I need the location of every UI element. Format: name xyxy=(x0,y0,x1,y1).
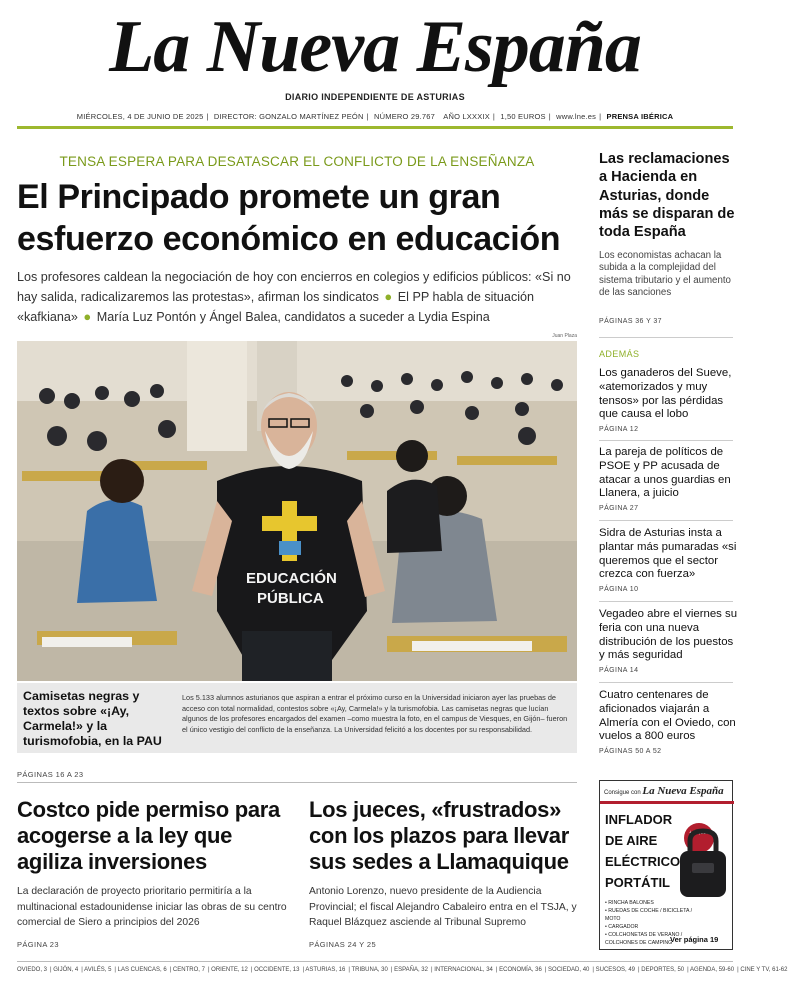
index-item[interactable]: LAS CUENCAS, 6 xyxy=(117,967,167,973)
brief-divider xyxy=(599,440,733,441)
lead-summary-part-3: María Luz Pontón y Ángel Balea, candidatos a suceder a Lydia Espina xyxy=(96,310,490,324)
issue-price: 1,50 EUROS xyxy=(500,112,546,121)
brief-page: PÁGINA 14 xyxy=(599,667,639,675)
sidebar-headline[interactable]: Las reclamaciones a Hacienda en Asturias, donde más se disparan de toda España xyxy=(599,151,735,241)
section-divider xyxy=(17,782,577,783)
ad-band xyxy=(600,801,734,804)
index-item[interactable]: SOCIEDAD, 40 xyxy=(548,967,590,973)
story-judges-headline[interactable]: Los jueces, «frustrados» con los plazos para llevar sus sedes a Llamaquique xyxy=(309,797,569,874)
story-judges-pages[interactable]: PÁGINAS 24 Y 25 xyxy=(309,940,377,949)
sidebar-summary: Los economistas achacan la subida a la complejidad del sistema tributario y el aumento de las sanciones xyxy=(599,250,731,298)
section-index: OVIEDO, 3 | GIJÓN, 4 | AVILÉS, 5 | LAS CUENCAS, 6 | CENTRO, 7 | ORIENTE, 12 | OCCIDENTE, 13 | ASTURIAS, 16 | TRIBUNA, 30 | ESPAÑA, 32 | INTERNACIONAL, 34 | ECONOMÍA, 36 | SOCIEDAD, 40 | SUCESOS, 49 | DEPORTES, 50 | AGENDA, 59-60 | CINE Y TV, 61-62 xyxy=(17,967,788,973)
photo-credit: Juan Plaza xyxy=(552,333,577,339)
masthead-divider xyxy=(17,126,733,129)
brief-title: La pareja de políticos de PSOE y PP acusada de atacar a unos guardias en Llanera, a juicio xyxy=(599,446,731,500)
brief-title: Los ganaderos del Sueve, «atemorizados y muy tensos» por las pérdidas que causa el lobo xyxy=(599,367,732,421)
index-item[interactable]: OCCIDENTE, 13 xyxy=(254,967,300,973)
shirt-text-1: EDUCACIÓN xyxy=(246,570,337,587)
brief-item[interactable] xyxy=(599,608,739,674)
ad-price-badge: + 24,95€ xyxy=(684,823,714,853)
index-item[interactable]: SUCESOS, 49 xyxy=(595,967,635,973)
ad-line-4: PORTÁTIL xyxy=(605,875,670,890)
sidebar-pages[interactable]: PÁGINAS 36 Y 37 xyxy=(599,318,662,325)
index-item[interactable]: ASTURIAS, 16 xyxy=(305,967,346,973)
brief-item[interactable] xyxy=(599,527,739,593)
index-item[interactable]: ECONOMÍA, 36 xyxy=(499,967,542,973)
ad-feature: • CARGADOR xyxy=(605,924,639,930)
sidebar-divider xyxy=(599,337,733,338)
ad-feature: • RINCHA BALONES xyxy=(605,900,654,906)
story-judges-body: Antonio Lorenzo, nuevo presidente de la Audiencia Provincial; el fiscal Alejandro Cabaleiro entra en el TSJA, y Raquel Blázquez asciende al Tribunal Supremo xyxy=(309,886,577,928)
ad-line-2: DE AIRE xyxy=(605,833,658,848)
index-item[interactable]: AVILÉS, 5 xyxy=(84,967,112,973)
brief-item[interactable] xyxy=(599,446,739,512)
index-item[interactable]: OVIEDO, 3 xyxy=(17,967,48,973)
brief-page: PÁGINA 12 xyxy=(599,426,639,434)
index-item[interactable]: TRIBUNA, 30 xyxy=(351,967,388,973)
masthead xyxy=(0,0,750,135)
brief-divider xyxy=(599,601,733,602)
ad-line-3: ELÉCTRICO xyxy=(605,854,681,869)
brief-item[interactable] xyxy=(599,367,739,433)
lead-summary xyxy=(17,268,582,327)
ad-line-1: INFLADOR xyxy=(605,812,673,827)
brief-divider xyxy=(599,520,733,521)
ad-feature: • COLCHONETAS DE VERANO / COLCHONES DE CAMPING xyxy=(605,932,683,946)
issue-date: MIÉRCOLES, 4 DE JUNIO DE 2025 xyxy=(76,112,204,121)
publisher-group: PRENSA IBÉRICA xyxy=(606,112,674,121)
brief-title: Sidra de Asturias insta a plantar más pumaradas «si queremos que el sector crezca con fuerza» xyxy=(599,527,737,581)
index-item[interactable]: INTERNACIONAL, 34 xyxy=(434,967,493,973)
lead-kicker: TENSA ESPERA PARA DESATASCAR EL CONFLICTO DE LA ENSEÑANZA xyxy=(59,154,535,169)
ademas-label: ADEMÁS xyxy=(599,349,640,359)
exam-hall-photo xyxy=(17,341,577,681)
issue-number: NÚMERO 29.767 xyxy=(374,112,435,121)
ad-brand: La Nueva España xyxy=(642,785,724,797)
brief-item[interactable] xyxy=(599,689,739,755)
shirt-text-2: PÚBLICA xyxy=(257,590,324,607)
index-item[interactable]: AGENDA, 59-60 xyxy=(690,967,735,973)
brief-page: PÁGINA 27 xyxy=(599,505,639,513)
index-item[interactable]: CINE Y TV, 61-62 xyxy=(740,967,788,973)
dateline: MIÉRCOLES, 4 DE JUNIO DE 2025 | DIRECTOR: GONZALO MARTÍNEZ PEÓN | NÚMERO 29.767 AÑO LXXXIX | 1,50 EUROS | www.lne.es | PRENSA IBÉRICA xyxy=(76,112,674,121)
ad-feature: • RUEDAS DE COCHE / BICICLETA / MOTO xyxy=(605,908,693,922)
bullet-icon: ● xyxy=(384,289,393,304)
story-costco-body: La declaración de proyecto prioritario permitiría a la multinacional estadounidense iniciar las obras de su centro comercial de Siero a principios del 2026 xyxy=(17,886,287,928)
newspaper-title: La Nueva España xyxy=(109,6,641,88)
ad-top-text: Consigue con xyxy=(604,790,641,796)
ad-header xyxy=(604,785,730,797)
story-costco-pages[interactable]: PÁGINA 23 xyxy=(17,940,59,949)
ad-see-more[interactable]: Ver página 19 xyxy=(670,935,719,944)
promo-ad[interactable] xyxy=(599,780,733,950)
caption-text: Los 5.133 alumnos asturianos que aspiran a entrar el próximo curso en la Universidad iniciaron ayer las pruebas de acceso con total normalidad, contestos sobre «¡Ay, Carmela!» y la turismofobia. Las camisetas negras que lucían algunos de los profesores encargados del examen –como muestra la foto, en el campus de Viesques, en Gijón– fueron el único vestigio del conflicto de la enseñanza. La Universidad felicitó a los docentes por su responsabilidad. xyxy=(182,693,568,734)
issue-year: AÑO LXXXIX xyxy=(443,112,490,121)
brief-divider xyxy=(599,682,733,683)
index-item[interactable]: GIJÓN, 4 xyxy=(53,967,79,973)
brief-title: Cuatro centenares de aficionados viajarán a Almería con el Oviedo, con vuelos a 800 euros xyxy=(599,689,736,743)
index-item[interactable]: CENTRO, 7 xyxy=(172,967,205,973)
brief-page: PÁGINAS 50 A 52 xyxy=(599,748,662,756)
lead-summary-part-1: Los profesores caldean la negociación de hoy con encierros en colegios y edificios públicos: «Si no hay salida, radicalizaremos las protestas», afirman los sindicatos xyxy=(17,270,571,304)
brief-title: Vegadeo abre el viernes su feria con una nueva distribución de los puestos y más seguridad xyxy=(599,608,738,662)
director: DIRECTOR: GONZALO MARTÍNEZ PEÓN xyxy=(213,112,364,121)
lead-headline[interactable]: El Principado promete un gran esfuerzo económico en educación xyxy=(17,178,561,258)
brief-page: PÁGINA 10 xyxy=(599,586,639,594)
website-link[interactable]: www.lne.es xyxy=(556,112,597,121)
lead-pages[interactable]: PÁGINAS 16 A 23 xyxy=(17,770,84,779)
story-costco-headline[interactable]: Costco pide permiso para acogerse a la ley que agiliza inversiones xyxy=(17,797,280,874)
newspaper-subtitle: DIARIO INDEPENDIENTE DE ASTURIAS xyxy=(285,92,465,102)
photo-caption xyxy=(17,683,577,753)
index-item[interactable]: ESPAÑA, 32 xyxy=(394,967,428,973)
caption-title: Camisetas negras y textos sobre «¡Ay, Carmela!» y la turismofobia, en la PAU xyxy=(23,689,162,748)
air-inflator-icon xyxy=(676,829,730,899)
bullet-icon: ● xyxy=(83,309,92,324)
index-item[interactable]: DEPORTES, 50 xyxy=(641,967,685,973)
lead-summary-part-2: El PP habla de situación «kafkiana» xyxy=(17,290,535,324)
footer-divider xyxy=(17,961,733,962)
index-item[interactable]: ORIENTE, 12 xyxy=(211,967,248,973)
lead-photo[interactable] xyxy=(17,341,577,681)
ad-product xyxy=(605,809,685,893)
